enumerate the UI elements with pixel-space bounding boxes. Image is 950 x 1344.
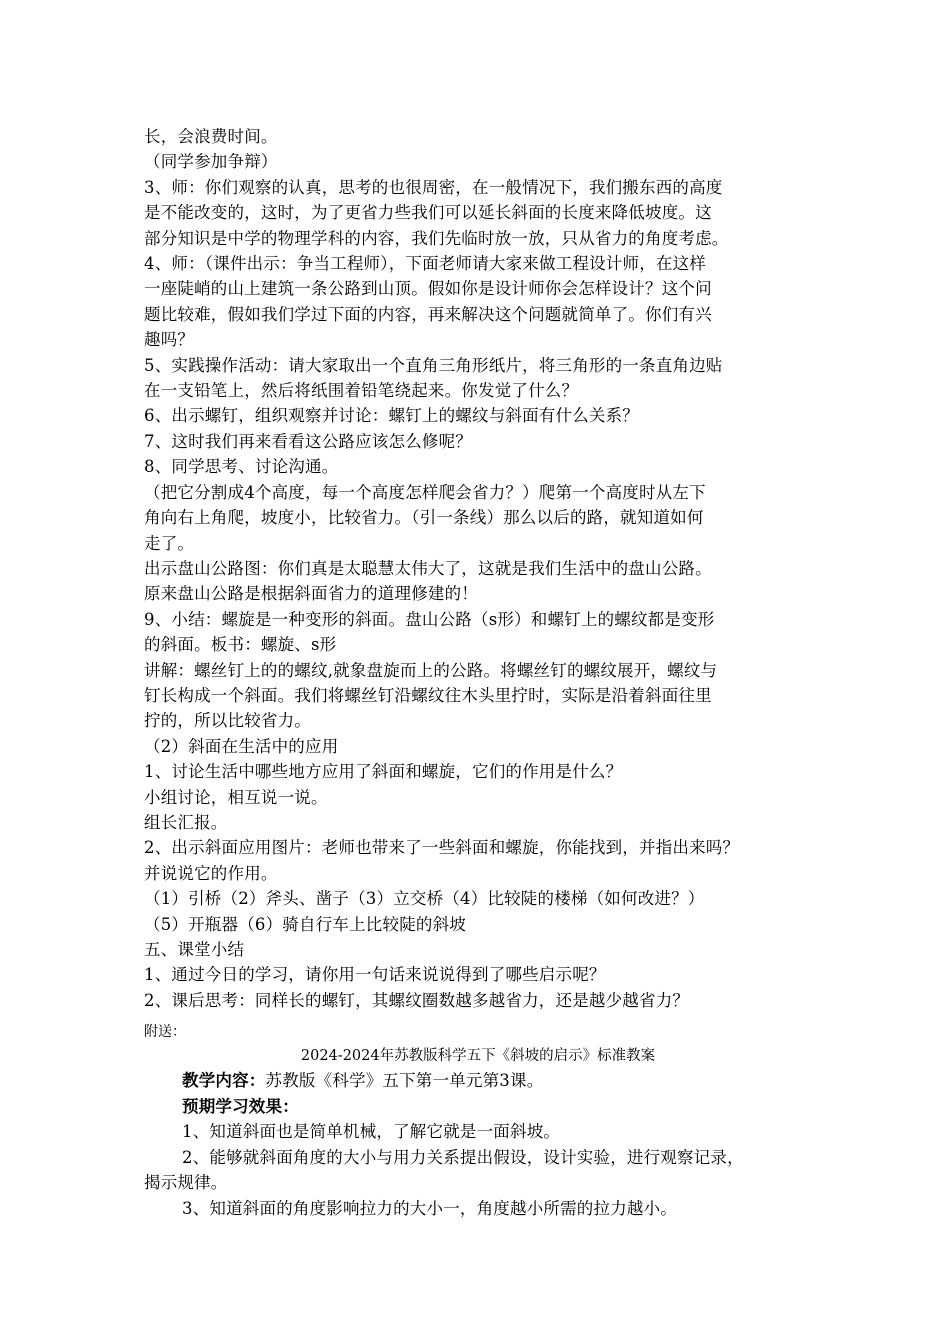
text-line: 小组讨论，相互说一说。 bbox=[144, 787, 328, 807]
text-line: 部分知识是中学的物理学科的内容，我们先临时放一放，只从省力的角度考虑。 bbox=[144, 228, 729, 248]
text-line: （1）引桥（2）斧头、凿子（3）立交桥（4）比较陡的楼梯（如何改进？） bbox=[144, 889, 705, 909]
attachment-label: 附送： bbox=[144, 1024, 186, 1040]
text-line: 是不能改变的，这时，为了更省力些我们可以延长斜面的长度来降低坡度。这 bbox=[144, 203, 712, 223]
text-line: 8、同学思考、讨论沟通。 bbox=[144, 457, 339, 477]
outcome-item-continuation: 揭示规律。 bbox=[144, 1173, 228, 1193]
text-line: 2、课后思考：同样长的螺钉，其螺纹圈数越多越省力，还是越少越省力？ bbox=[144, 990, 690, 1010]
text-line: （5）开瓶器（6）骑自行车上比较陡的斜坡 bbox=[144, 914, 466, 934]
text-line: 9、小结：螺旋是一种变形的斜面。盘山公路（s形）和螺钉上的螺纹都是变形 bbox=[144, 609, 715, 629]
text-line: 4、师：（课件出示：争当工程师），下面老师请大家来做工程设计师，在这样 bbox=[144, 254, 706, 274]
text-line: 长，会浪费时间。 bbox=[144, 127, 278, 146]
text-line: 2、出示斜面应用图片：老师也带来了一些斜面和螺旋，你能找到，并指出来吗？ bbox=[144, 838, 740, 858]
outcome-item: 3、知道斜面的角度影响拉力的大小一，角度越小所需的拉力越小。 bbox=[182, 1198, 677, 1218]
attachment-body bbox=[144, 1068, 812, 1222]
text-line: （2）斜面在生活中的应用 bbox=[144, 736, 339, 756]
text-line: 组长汇报。 bbox=[144, 812, 228, 832]
outcome-item: 2、能够就斜面角度的大小与用力关系提出假设，设计实验，进行观察记录， bbox=[182, 1147, 744, 1167]
text-line: 5、实践操作活动：请大家取出一个直角三角形纸片，将三角形的一条直角边贴 bbox=[144, 355, 723, 375]
attachment-title: 2024-2024年苏教版科学五下《斜坡的启示》标准教案 bbox=[300, 1048, 656, 1064]
text-line: 题比较难，假如我们学过下面的内容，再来解决这个问题就简单了。你们有兴 bbox=[144, 304, 712, 324]
text-line: 1、讨论生活中哪些地方应用了斜面和螺旋，它们的作用是什么？ bbox=[144, 762, 623, 782]
text-line: 并说说它的作用。 bbox=[144, 863, 278, 883]
text-line: 钉长构成一个斜面。我们将螺丝钉沿螺纹往木头里拧时，实际是沿着斜面往里 bbox=[144, 685, 712, 705]
text-line: 6、出示螺钉，组织观察并讨论：螺钉上的螺纹与斜面有什么关系？ bbox=[144, 406, 639, 426]
text-line: 1、通过今日的学习，请你用一句话来说说得到了哪些启示呢？ bbox=[144, 965, 606, 985]
outcome-item: 1、知道斜面也是简单机械，了解它就是一面斜坡。 bbox=[182, 1122, 561, 1142]
content-label: 教学内容： bbox=[182, 1071, 266, 1090]
text-line: 出示盘山公路图：你们真是太聪慧太伟大了，这就是我们生活中的盘山公路。 bbox=[144, 558, 712, 578]
lesson-body bbox=[144, 124, 812, 1013]
outcome-label: 预期学习效果： bbox=[182, 1096, 299, 1116]
text-line: （把它分割成4个高度，每一个高度怎样爬会省力？）爬第一个高度时从左下 bbox=[144, 482, 706, 502]
text-line: 在一支铅笔上，然后将纸围着铅笔绕起来。你发觉了什么？ bbox=[144, 381, 579, 401]
text-line: 原来盘山公路是根据斜面省力的道理修建的！ bbox=[144, 584, 478, 604]
content-line bbox=[144, 1068, 812, 1094]
text-line: 7、这时我们再来看看这公路应该怎么修呢？ bbox=[144, 431, 472, 451]
text-line: 角向右上角爬，坡度小，比较省力。（引一条线）那么以后的路，就知道如何 bbox=[144, 508, 704, 528]
text-line: （同学参加争辩） bbox=[144, 152, 278, 172]
text-line: 走了。 bbox=[144, 533, 195, 553]
text-line: 拧的，所以比较省力。 bbox=[144, 711, 311, 731]
text-line: 3、师：你们观察的认真，思考的也很周密，在一般情况下，我们搬东西的高度 bbox=[144, 177, 723, 197]
text-line: 讲解：螺丝钉上的的螺纹,就象盘旋而上的公路。将螺丝钉的螺纹展开，螺纹与 bbox=[144, 660, 718, 680]
text-line: 趣吗？ bbox=[144, 330, 195, 350]
text-line: 一座陡峭的山上建筑一条公路到山顶。假如你是设计师你会怎样设计？这个问 bbox=[144, 279, 712, 299]
section-heading: 五、课堂小结 bbox=[144, 940, 245, 959]
text-line: 的斜面。板书：螺旋、s形 bbox=[144, 635, 337, 655]
content-text: 苏教版《科学》五下第一单元第3课。 bbox=[265, 1071, 544, 1090]
